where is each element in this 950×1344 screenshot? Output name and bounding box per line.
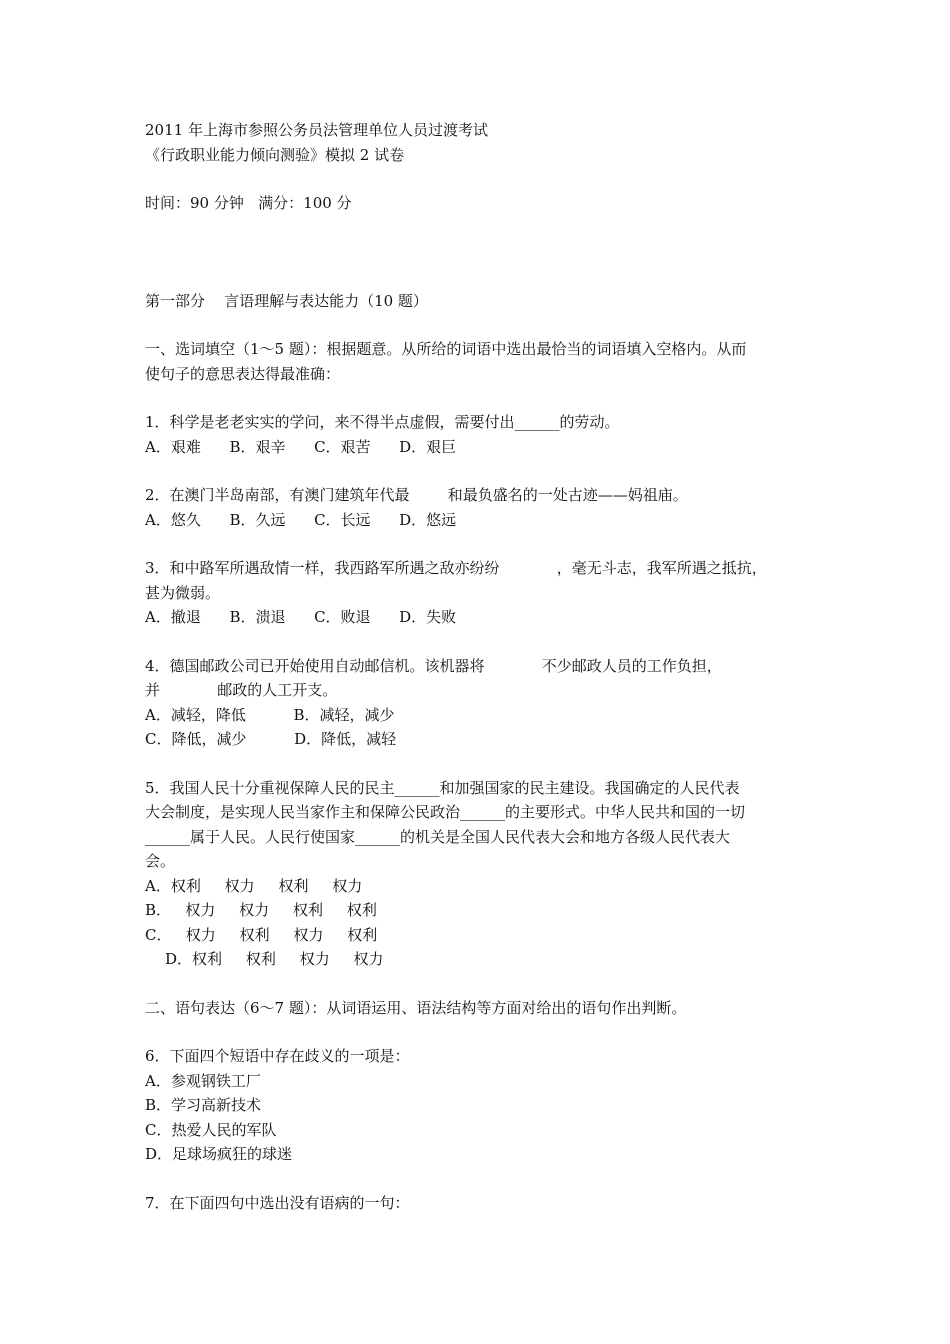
question-stem-cont: 甚为微弱。 xyxy=(145,583,221,602)
option-c: C． 权力 权利 权力 权利 xyxy=(145,925,378,944)
question-3 xyxy=(145,556,815,630)
question-stem: 3．和中路军所遇敌情一样，我西路军所遇之敌亦纷纷 ，毫无斗志，我军所遇之抵抗， xyxy=(145,559,767,577)
question-2 xyxy=(145,483,815,532)
option-a: A．参观钢铁工厂 xyxy=(145,1071,261,1090)
question-stem: 1．科学是老老实实的学问，来不得半点虚假，需要付出______的劳动。 xyxy=(145,413,620,431)
question-options-cd: C．降低，减少 D．降低，减轻 xyxy=(145,730,397,748)
question-stem: 4．德国邮政公司已开始使用自动邮信机。该机器将 不少邮政人员的工作负担， xyxy=(145,656,722,675)
question-1 xyxy=(145,410,815,459)
option-b: B．学习高新技术 xyxy=(145,1096,262,1114)
question-5 xyxy=(145,776,815,972)
question-stem-cont: 会。 xyxy=(145,852,176,870)
question-options: A．艰难 B．艰辛 C．艰苦 D．艰巨 xyxy=(145,437,457,456)
exam-subtitle: 《行政职业能力倾向测验》模拟 2 试卷 xyxy=(145,145,405,164)
exam-title: 2011 年上海市参照公务员法管理单位人员过渡考试 xyxy=(145,121,488,139)
part-heading: 第一部分 言语理解与表达能力（10 题） xyxy=(145,291,428,310)
question-stem: 6．下面四个短语中存在歧义的一项是： xyxy=(145,1047,410,1065)
exam-document xyxy=(145,118,815,1215)
question-stem: 2．在澳门半岛南部，有澳门建筑年代最 和最负盛名的一处古迹——妈祖庙。 xyxy=(145,486,688,504)
question-7 xyxy=(145,1191,815,1216)
question-options-ab: A．减轻，降低 B．减轻，减少 xyxy=(145,705,395,724)
option-b: B． 权力 权力 权利 权利 xyxy=(145,901,377,919)
question-options: A．撤退 B．溃退 C．败退 D．失败 xyxy=(145,608,457,626)
question-6 xyxy=(145,1044,815,1167)
question-stem: 5．我国人民十分重视保障人民的民主______和加强国家的民主建设。我国确定的人民代表 xyxy=(145,778,740,797)
time-info: 时间：90 分钟 满分：100 分 xyxy=(145,194,352,212)
section-instruction: 一、选词填空（1～5 题）：根据题意。从所给的词语中选出最恰当的词语填入空格内。从而 xyxy=(145,340,747,358)
option-d: D．权利 权利 权力 权力 xyxy=(165,950,384,968)
question-stem-cont: 并 邮政的人工开支。 xyxy=(145,681,338,699)
question-options: A．悠久 B．久远 C．长远 D．悠远 xyxy=(145,510,457,529)
question-stem-cont: 大会制度，是实现人民当家作主和保障公民政治______的主要形式。中华人民共和国的一切 xyxy=(145,803,746,821)
question-stem: 7．在下面四句中选出没有语病的一句： xyxy=(145,1193,410,1212)
question-4 xyxy=(145,654,815,752)
section-instruction-cont: 使句子的意思表达得最准确： xyxy=(145,364,341,383)
option-a: A．权利 权力 权利 权力 xyxy=(145,876,363,895)
section-instruction-2: 二、语句表达（6～7 题）：从词语运用、语法结构等方面对给出的语句作出判断。 xyxy=(145,998,687,1017)
question-stem-cont: ______属于人民。人民行使国家______的机关是全国人民代表大会和地方各级人民代表大 xyxy=(145,827,731,846)
option-c: C．热爱人民的军队 xyxy=(145,1120,277,1139)
option-d: D．足球场疯狂的球迷 xyxy=(145,1145,293,1163)
